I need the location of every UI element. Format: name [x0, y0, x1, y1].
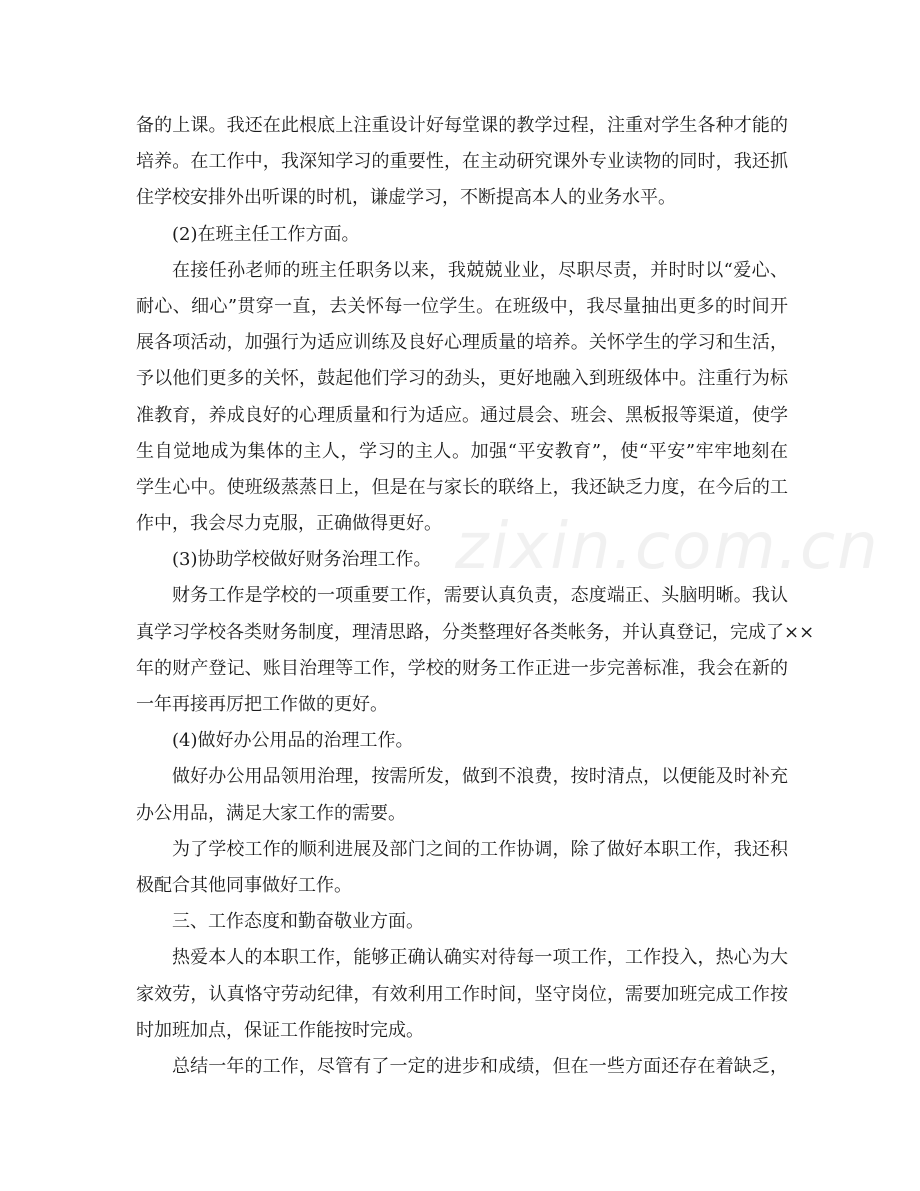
text-line: 财务工作是学校的一项重要工作，需要认真负责，态度端正、头脑明晰。我认 [172, 585, 788, 607]
text-line: 总结一年的工作，尽管有了一定的进步和成绩，但在一些方面还存在着缺乏， [172, 1055, 788, 1077]
text-line: 家效劳，认真恪守劳动纪律，有效利用工作时间，坚守岗位，需要加班完成工作按 [136, 983, 788, 1005]
text-line: 耐心、细心”贯穿一直，去关怀每一位学生。在班级中，我尽量抽出更多的时间开 [136, 295, 788, 317]
text-line: 准教育，养成良好的心理质量和行为适应。通过晨会、班会、黑板报等渠道，使学 [136, 404, 788, 426]
text-line: 学生心中。使班级蒸蒸日上，但是在与家长的联络上，我还缺乏力度，在今后的工 [136, 476, 788, 498]
watermark: zixin.com.cn [455, 510, 880, 584]
text-line: 生自觉地成为集体的主人，学习的主人。加强“平安教育”，使“平安”牢牢地刻在 [136, 440, 788, 462]
text-line: 极配合其他同事做好工作。 [136, 874, 352, 896]
text-line: (4)做好办公用品的治理工作。 [172, 730, 414, 752]
text-line: 予以他们更多的关怀，鼓起他们学习的劲头，更好地融入到班级体中。注重行为标 [136, 368, 788, 390]
text-line: (3)协助学校做好财务治理工作。 [172, 549, 432, 571]
text-line: 热爱本人的本职工作，能够正确认确实对待每一项工作，工作投入，热心为大 [172, 947, 788, 969]
text-line: 备的上课。我还在此根底上注重设计好每堂课的教学过程，注重对学生各种才能的 [136, 115, 788, 136]
text-line: 为了学校工作的顺利进展及部门之间的工作协调，除了做好本职工作，我还积 [172, 838, 788, 860]
text-line: 做好办公用品领用治理，按需所发，做到不浪费，按时清点，以便能及时补充 [172, 766, 788, 788]
text-line: 一年再接再厉把工作做的更好。 [136, 694, 388, 715]
text-line: 办公用品，满足大家工作的需要。 [136, 802, 406, 824]
text-line: 时加班加点，保证工作能按时完成。 [136, 1019, 424, 1041]
text-line: 住学校安排外出听课的时机，谦虚学习，不断提高本人的业务水平。 [136, 187, 676, 209]
text-line: 培养。在工作中，我深知学习的重要性，在主动研究课外专业读物的同时，我还抓 [136, 151, 788, 173]
text-line: 年的财产登记、账目治理等工作，学校的财务工作正进一步完善标准，我会在新的 [136, 657, 788, 679]
text-line: 展各项活动，加强行为适应训练及良好心理质量的培养。关怀学生的学习和生活， [136, 332, 788, 354]
document-body [136, 108, 815, 1085]
text-line: 真学习学校各类财务制度，理清思路，分类整理好各类帐务，并认真登记，完成了×× [136, 621, 815, 643]
text-line: (2)在班主任工作方面。 [172, 223, 360, 245]
text-line: 作中，我会尽力克服，正确做得更好。 [136, 513, 442, 535]
text-line: 在接任孙老师的班主任职务以来，我兢兢业业，尽职尽责，并时时以“爱心、 [172, 259, 788, 281]
text-line: 三、工作态度和勤奋敬业方面。 [172, 911, 424, 933]
